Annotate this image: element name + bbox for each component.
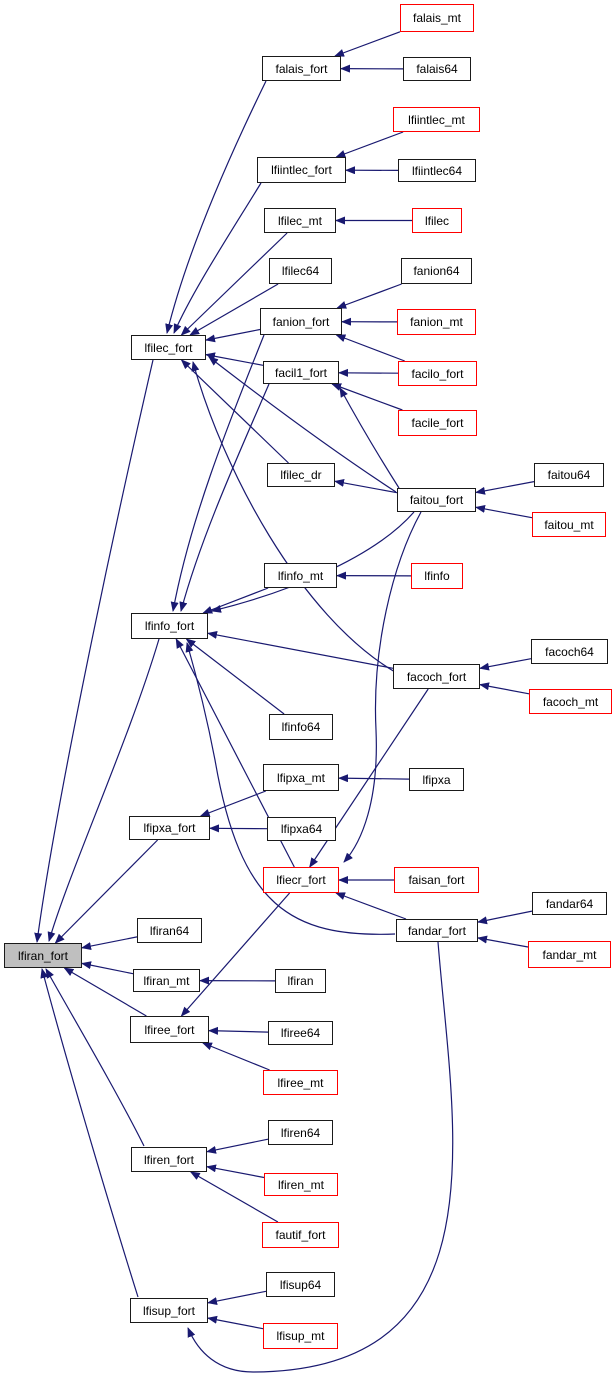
graph-edge-lfisup_fort-to-lfiran_fort <box>42 969 138 1297</box>
graph-node-faitou_fort[interactable] <box>397 488 476 512</box>
graph-node-lfisup_mt[interactable] <box>263 1323 338 1349</box>
graph-edge-fanion_fort-to-lfilec_fort <box>206 330 260 341</box>
graph-node-lfipxa[interactable] <box>409 768 464 791</box>
graph-node-label: lfiran_mt <box>143 973 190 988</box>
graph-node-label: fandar64 <box>545 896 594 911</box>
graph-edge-lfipxa-to-lfipxa_mt <box>339 778 409 779</box>
graph-edge-lfiree_mt-to-lfiree_fort <box>203 1043 270 1070</box>
graph-node-lfiintlec_fort[interactable] <box>257 157 346 183</box>
graph-node-label: lfipxa_fort <box>143 821 196 835</box>
graph-edge-lfisup64-to-lfisup_fort <box>208 1291 266 1303</box>
graph-node-label: lfipxa64 <box>280 822 323 836</box>
graph-edge-faitou_mt-to-faitou_fort <box>476 507 532 517</box>
graph-node-label: lfilec_fort <box>144 340 193 355</box>
graph-node-lfipxa_mt[interactable] <box>263 764 339 791</box>
graph-edge-fandar_fort-to-lfiecr_fort <box>336 893 406 919</box>
graph-edge-lfiintlec_fort-to-lfilec_fort <box>174 183 261 333</box>
graph-node-fandar_mt[interactable] <box>528 941 611 968</box>
graph-node-label: lfilec_dr <box>280 468 322 482</box>
graph-node-label: lfiintlec_fort <box>271 163 332 177</box>
graph-node-faitou64[interactable] <box>534 463 604 487</box>
graph-node-faitou_mt[interactable] <box>532 512 606 537</box>
graph-node-label: lfipxa <box>422 772 451 787</box>
graph-node-label: lfiren_fort <box>143 1152 195 1167</box>
graph-node-label: facil1_fort <box>274 365 328 380</box>
graph-edge-facil1_fort-to-lfinfo_fort <box>181 384 269 611</box>
graph-node-lfiran[interactable] <box>275 969 326 993</box>
graph-node-lfilec64[interactable] <box>269 258 332 284</box>
graph-node-label: lfilec_mt <box>277 213 322 228</box>
graph-node-label: lfiree_mt <box>277 1075 324 1090</box>
graph-node-label: lfiree64 <box>280 1026 321 1040</box>
graph-edge-lfiree64-to-lfiree_fort <box>209 1031 268 1033</box>
graph-node-lfiree64[interactable] <box>268 1021 333 1045</box>
graph-edge-lfisup_mt-to-lfisup_fort <box>208 1318 263 1329</box>
graph-node-label: lfisup_mt <box>276 1329 325 1343</box>
graph-edge-lfiren_mt-to-lfiren_fort <box>207 1167 264 1178</box>
graph-node-fandar64[interactable] <box>532 892 607 915</box>
graph-edge-fandar_fort-to-lfisup_fort <box>188 942 453 1372</box>
graph-node-lfiren_fort[interactable] <box>131 1147 207 1172</box>
graph-edge-facoch_mt-to-facoch_fort <box>480 685 529 694</box>
graph-node-label: lfinfo_fort <box>144 619 195 633</box>
graph-node-label: fandar_fort <box>407 923 467 938</box>
graph-node-label: falais_mt <box>412 11 462 25</box>
graph-node-label: lfiran <box>287 974 314 988</box>
graph-node-falais_mt[interactable] <box>400 4 474 32</box>
graph-node-label: faisan_fort <box>408 873 465 887</box>
graph-edge-lfinfo_fort-to-lfiran_fort <box>49 639 159 941</box>
graph-node-lfiintlec_mt[interactable] <box>393 107 480 132</box>
graph-edge-fanion_fort-to-lfinfo_fort <box>173 335 264 611</box>
graph-node-lfilec[interactable] <box>412 208 462 233</box>
graph-node-lfisup_fort[interactable] <box>130 1298 208 1323</box>
graph-node-facoch_fort[interactable] <box>393 664 480 689</box>
graph-node-lfiecr_fort[interactable] <box>263 867 339 893</box>
graph-node-facil1_fort[interactable] <box>263 361 339 384</box>
graph-edge-facile_fort-to-facil1_fort <box>332 384 402 410</box>
graph-node-label: lfiran64 <box>149 923 190 938</box>
graph-node-lfiree_mt[interactable] <box>263 1070 338 1095</box>
graph-edge-lfiren64-to-lfiren_fort <box>207 1139 268 1152</box>
graph-node-lfilec_mt[interactable] <box>264 208 336 233</box>
graph-edge-lfinfo_mt-to-lfinfo_fort <box>203 588 268 613</box>
graph-edge-faitou64-to-faitou_fort <box>476 482 534 493</box>
graph-edge-fanion64-to-fanion_fort <box>337 284 401 308</box>
graph-edge-lfiran_mt-to-lfiran_fort <box>82 963 133 973</box>
graph-node-falais64[interactable] <box>403 57 471 81</box>
graph-node-label: facilo_fort <box>411 366 464 381</box>
graph-node-lfiran_fort <box>4 943 82 968</box>
graph-edge-faitou_fort-to-lfinfo_fort <box>212 512 414 611</box>
graph-node-facile_fort[interactable] <box>398 410 477 436</box>
graph-node-label: fandar_mt <box>542 947 597 962</box>
graph-node-label: falais_fort <box>275 61 328 76</box>
graph-node-label: falais64 <box>416 62 458 76</box>
graph-node-label: lfisup64 <box>279 1277 322 1292</box>
graph-node-lfipxa_fort[interactable] <box>129 816 210 840</box>
graph-edge-fandar64-to-fandar_fort <box>478 911 532 922</box>
graph-node-lfisup64[interactable] <box>266 1272 335 1297</box>
graph-edge-faitou_fort-to-facil1_fort <box>340 388 399 488</box>
graph-node-label: lfiecr_fort <box>276 873 326 887</box>
graph-node-label: lfiren_mt <box>277 1177 324 1192</box>
graph-node-label: lfiren64 <box>280 1125 321 1140</box>
graph-node-lfiintlec64[interactable] <box>398 159 476 182</box>
graph-node-faisan_fort[interactable] <box>394 867 479 893</box>
graph-node-label: facoch64 <box>545 644 594 659</box>
graph-edge-facilo_fort-to-fanion_fort <box>336 335 404 361</box>
graph-node-label: lfinfo_mt <box>277 568 324 583</box>
graph-node-label: fautif_fort <box>275 1228 326 1242</box>
graph-node-label: faitou_fort <box>409 493 464 507</box>
graph-edge-lfiren_fort-to-lfiran_fort <box>46 969 144 1146</box>
graph-node-label: fanion_mt <box>410 315 463 329</box>
graph-node-lfiran64[interactable] <box>137 918 202 943</box>
graph-node-label: fanion64 <box>413 264 460 278</box>
graph-node-lfinfo_fort[interactable] <box>131 613 208 639</box>
graph-node-label: lfisup_fort <box>142 1303 196 1318</box>
graph-node-label: lfiran_fort <box>17 948 69 963</box>
graph-edge-lfilec_fort-to-lfiran_fort <box>37 360 153 942</box>
graph-node-fanion_mt[interactable] <box>397 309 476 335</box>
graph-node-lfinfo64[interactable] <box>269 714 333 740</box>
graph-node-facoch_mt[interactable] <box>529 689 612 714</box>
graph-node-lfiree_fort[interactable] <box>130 1016 209 1043</box>
graph-node-label: lfiintlec64 <box>411 163 463 178</box>
graph-node-label: lfiree_fort <box>144 1022 195 1037</box>
graph-node-label: fanion_fort <box>272 314 330 329</box>
graph-node-fanion_fort[interactable] <box>260 308 342 335</box>
graph-node-label: faitou64 <box>547 468 591 482</box>
graph-node-lfiren_mt[interactable] <box>264 1173 338 1196</box>
graph-node-label: lfiintlec_mt <box>408 112 465 127</box>
graph-edge-falais_mt-to-falais_fort <box>335 32 400 56</box>
graph-node-lfipxa64[interactable] <box>267 817 336 841</box>
graph-node-fanion64[interactable] <box>401 258 472 284</box>
graph-node-fautif_fort[interactable] <box>262 1222 339 1248</box>
graph-node-label: facoch_fort <box>406 669 467 684</box>
graph-edge-facoch64-to-facoch_fort <box>480 659 531 669</box>
graph-node-lfinfo[interactable] <box>411 563 463 589</box>
graph-node-label: facile_fort <box>411 416 464 430</box>
graph-node-label: facoch_mt <box>542 694 599 709</box>
graph-node-label: lfilec64 <box>281 264 320 278</box>
graph-node-label: lfinfo <box>424 569 450 583</box>
graph-edge-facoch_fort-to-lfilec_fort <box>193 362 395 672</box>
graph-edge-lfiran64-to-lfiran_fort <box>82 937 137 948</box>
graph-node-label: lfilec <box>424 213 449 228</box>
graph-edge-lfinfo64-to-lfinfo_fort <box>186 639 284 714</box>
graph-node-facilo_fort[interactable] <box>398 361 477 386</box>
graph-node-lfiran_mt[interactable] <box>133 969 200 992</box>
graph-node-fandar_fort[interactable] <box>396 919 478 942</box>
graph-node-lfilec_fort[interactable] <box>131 335 206 360</box>
graph-node-label: faitou_mt <box>544 517 594 532</box>
graph-node-label: lfipxa_mt <box>276 770 326 785</box>
graph-edge-lfiecr_fort-to-lfiree_fort <box>181 893 289 1016</box>
graph-node-label: lfinfo64 <box>281 720 321 734</box>
graph-node-lfiren64[interactable] <box>268 1120 333 1145</box>
graph-node-lfinfo_mt[interactable] <box>264 563 337 588</box>
graph-edge-lfipxa_mt-to-lfipxa_fort <box>201 791 266 816</box>
graph-edge-lfiintlec_mt-to-lfiintlec_fort <box>336 132 403 157</box>
graph-node-falais_fort[interactable] <box>262 56 341 81</box>
graph-edge-falais_fort-to-lfilec_fort <box>167 81 266 333</box>
graph-node-lfilec_dr[interactable] <box>267 463 335 487</box>
graph-edge-fandar_mt-to-fandar_fort <box>478 938 528 947</box>
graph-node-facoch64[interactable] <box>531 639 608 664</box>
